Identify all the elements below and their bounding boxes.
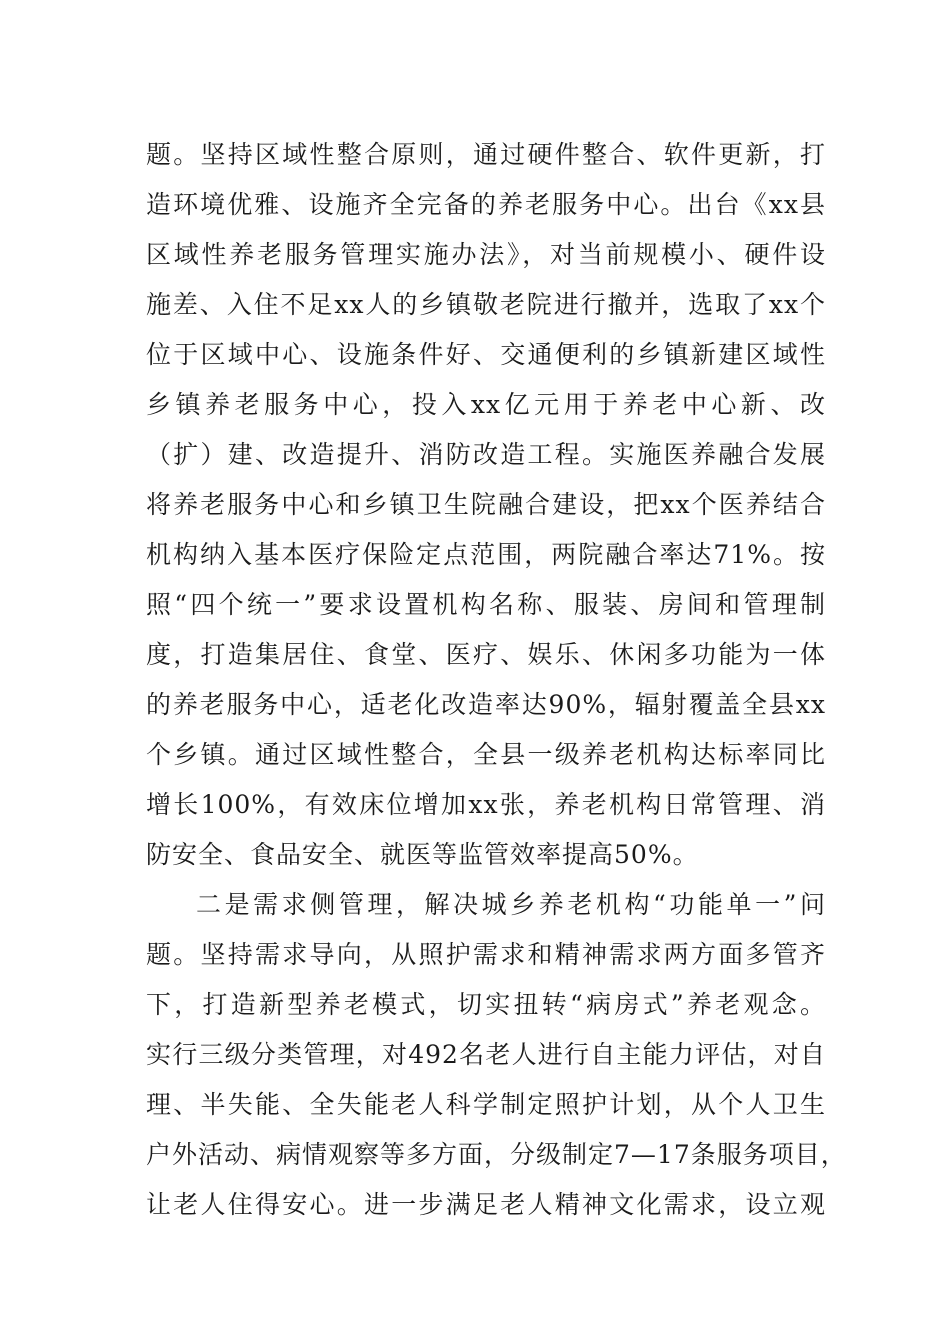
paragraph-start-line: 二是需求侧管理，解决城乡养老机构“功能单一”问 (196, 890, 826, 919)
text-line: 题。坚持需求导向，从照护需求和精神需求两方面多管齐 (146, 940, 826, 969)
text-line: 照“四个统一”要求设置机构名称、服装、房间和管理制 (146, 590, 826, 619)
text-line: 增长100%，有效床位增加xx张，养老机构日常管理、消 (146, 790, 826, 819)
text-line: 施差、入住不足xx人的乡镇敬老院进行撤并，选取了xx个 (146, 290, 826, 319)
text-line: 理、半失能、全失能老人科学制定照护计划，从个人卫生 (146, 1090, 826, 1119)
text-line: 题。坚持区域性整合原则，通过硬件整合、软件更新，打 (146, 140, 826, 169)
text-line: 个乡镇。通过区域性整合，全县一级养老机构达标率同比 (146, 740, 826, 769)
text-line: 造环境优雅、设施齐全完备的养老服务中心。出台《xx县 (146, 190, 826, 219)
text-line: 机构纳入基本医疗保险定点范围，两院融合率达71%。按 (146, 540, 826, 569)
text-line: 度，打造集居住、食堂、医疗、娱乐、休闲多功能为一体 (146, 640, 826, 669)
text-line: 实行三级分类管理，对492名老人进行自主能力评估，对自 (146, 1040, 826, 1069)
text-line: 防安全、食品安全、就医等监管效率提高50%。 (146, 840, 699, 869)
text-line: （扩）建、改造提升、消防改造工程。实施医养融合发展 (146, 440, 826, 469)
text-line: 户外活动、病情观察等多方面，分级制定7—17条服务项目， (146, 1140, 847, 1169)
text-line: 将养老服务中心和乡镇卫生院融合建设，把xx个医养结合 (146, 490, 826, 519)
text-line: 区域性养老服务管理实施办法》，对当前规模小、硬件设 (146, 240, 826, 269)
text-line: 下，打造新型养老模式，切实扭转“病房式”养老观念。 (146, 990, 826, 1019)
text-line: 的养老服务中心，适老化改造率达90%，辐射覆盖全县xx (146, 690, 826, 719)
text-line: 乡镇养老服务中心，投入xx亿元用于养老中心新、改 (146, 390, 826, 419)
body-text (146, 130, 847, 1230)
text-line: 位于区域中心、设施条件好、交通便利的乡镇新建区域性 (146, 340, 826, 369)
text-line: 让老人住得安心。进一步满足老人精神文化需求，设立观 (146, 1190, 826, 1219)
